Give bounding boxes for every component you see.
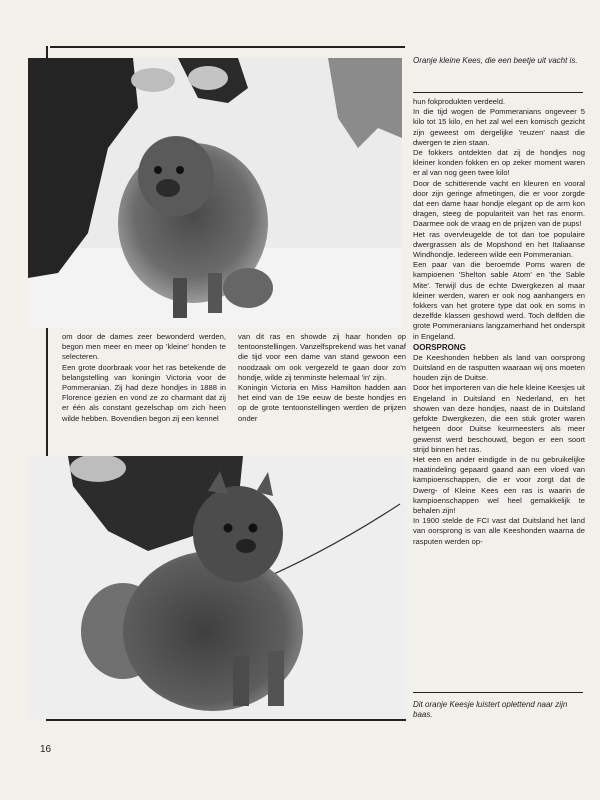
paragraph: Koningin Victoria en Miss Hamilton hadden aan het eind van de 19e eeuw de beste hondjes en op de grote tentoonstellingen werden de prijzen onder xyxy=(238,383,406,423)
caption-top: Oranje kleine Kees, die een beetje uit vacht is. xyxy=(413,56,578,65)
paragraph: van dit ras en showde zij haar honden op tentoonstellingen. Vanzelfsprekend was het vanaf die tijd voor een dame van stand gewoon een noodzaak om ook vergezeld te gaan door zo'n hondje, wilde zij tenminste helemaal 'in' zijn. xyxy=(238,332,406,382)
paragraph: Een grote doorbraak voor het ras betekende de belangstelling van koningin Victoria voor de Pommeranian. Zij had deze hondjes in 1888 in Florence gezien en vond ze zo charmant dat zij er één als constant gezelschap om zich heen wilde hebben. Bovendien begon zij een kennel xyxy=(62,362,226,423)
paragraph: In 1900 stelde de FCI vast dat Duitsland het land van oorsprong is van alle Keeshonden waarna de rasputen werden op- xyxy=(413,516,585,546)
caption-rule-bottom xyxy=(413,692,583,693)
text-column-left xyxy=(62,332,226,424)
paragraph: Een paar van die beroemde Poms waren de kampioenen 'Shelton sable Atom' en 'the Sable Mite'. Terwijl dus de echte Dwergkezen al maar kleiner werden, waren er ook nog aanhangers en fokkers van het grotere type dat ook en soms in dezelfde klassen geshowd werd. Toch delfden die grote Pommeranians langzamerhand het onderspit in Engeland. xyxy=(413,260,585,341)
paragraph: om door de dames zeer bewonderd werden, begon men meer en meer op 'kleine' honden te selecteren. xyxy=(62,332,226,362)
text-column-middle xyxy=(238,332,406,424)
paragraph: hun fokprodukten verdeeld. xyxy=(413,97,506,106)
frame-rule-bottom xyxy=(46,719,406,721)
paragraph: Door de schitterende vacht en kleuren en vooral door zijn geringe afmetingen, die er voor zorgde dat een dame haar hondje elegant op de arm kon dragen, steeg de populariteit van het ras enorm. Daarmee ook de vraag en de prijzen van de pups! xyxy=(413,178,585,229)
paragraph: Het een en ander eindigde in de nu gebruikelijke maatindeling gepaard gaand aan een vloed van kampioenschappen, die er voor zorgt dat de Dwerg- of Kleine Kees een ras is waarin de kampioenschappen wel heel gemakkelijk te behalen zijn! xyxy=(413,454,585,515)
paragraph: Door het importeren van die hele kleine Keesjes uit Engeland in Duitsland en Nederland, en het showen van deze hondjes, naast de in Duitsland gefokte Dwergkezen, die een stuk groter waren hetgeen door Duitse keurmeesters als meer gewenst werd beschouwd, begon er een soort strijd binnen het ras. xyxy=(413,383,585,454)
paragraph: In die tijd wogen de Pommeranians ongeveer 5 kilo tot 15 kilo, en het zal wel een komisch gezicht zijn geweest om dergelijke 'reuzen' naast die dwergen te zien staan. xyxy=(413,107,585,147)
page-number: 16 xyxy=(40,744,52,755)
section-heading: OORSPRONG xyxy=(413,342,466,352)
paragraph: De Keeshonden hebben als land van oorsprong Duitsland en de rasputten waaraan wij ons moeten houden zijn de Duitse. xyxy=(413,352,585,383)
paragraph: Het ras overvleugelde de tot dan toe populaire dwergrassen als de Mopshond en het Italiaanse Windhondje. Iedereen wilde een Pommeranian. xyxy=(413,229,585,260)
caption-bottom: Dit oranje Keesje luistert oplettend naar zijn baas. xyxy=(413,700,568,719)
photo-pomeranian-sitting xyxy=(28,456,406,719)
photo-pomeranian-standing xyxy=(28,58,402,328)
frame-rule-top xyxy=(50,46,405,48)
paragraph: De fokkers ontdekten dat zij de hondjes nog kleiner konden fokken en op zeker moment waren er al van nog geen twee kilo! xyxy=(413,148,585,178)
text-column-right xyxy=(413,97,585,547)
caption-rule-top xyxy=(413,92,583,93)
